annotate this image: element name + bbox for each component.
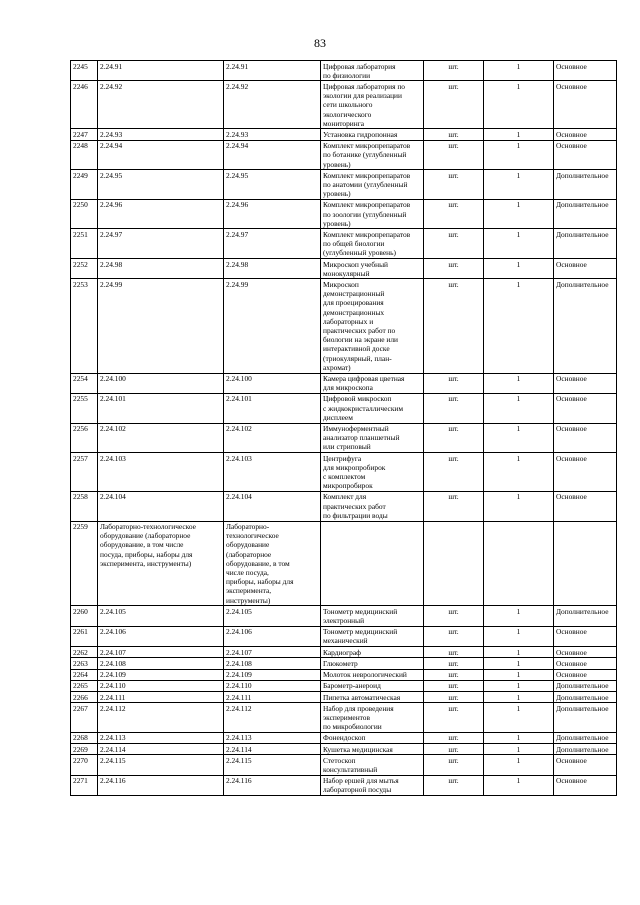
table-row [71,140,617,170]
unit-cell: шт. [424,669,484,680]
quantity-cell: 1 [484,703,554,733]
unit-cell: шт. [424,129,484,140]
item-name-cell: Кушетка медицинская [321,744,424,755]
item-name-cell: Иммуноферментный анализатор планшетный или стриповый [321,423,424,453]
code-cell: 2.24.109 [98,669,224,680]
table-row [71,775,617,795]
code-cell: 2.24.99 [98,279,224,373]
item-name-cell: Комплект для практических работ по фильтрации воды [321,491,424,521]
table-row [71,279,617,373]
code-duplicate-cell: 2.24.94 [224,140,321,170]
quantity-cell: 1 [484,373,554,393]
code-cell: 2.24.100 [98,373,224,393]
table-row [71,453,617,492]
category-cell: Основное [554,61,617,81]
table-row [71,61,617,81]
code-duplicate-cell: 2.24.108 [224,658,321,669]
code-duplicate-cell: 2.24.93 [224,129,321,140]
unit-cell: шт. [424,199,484,229]
table-row [71,259,617,279]
category-cell: Дополнительное [554,170,617,200]
row-number-cell: 2254 [71,373,98,393]
unit-cell: шт. [424,692,484,703]
code-cell: Лабораторно-технологическое оборудование (лабораторное оборудование, в том числе посуда, приборы, наборы для эксперимента, инструменты) [98,521,224,606]
item-name-cell: Тонометр медицинский электронный [321,606,424,626]
table-row [71,373,617,393]
code-cell: 2.24.98 [98,259,224,279]
row-number-cell: 2246 [71,81,98,129]
table-row [71,703,617,733]
code-cell: 2.24.92 [98,81,224,129]
item-name-cell: Пипетка автоматическая [321,692,424,703]
code-duplicate-cell: 2.24.91 [224,61,321,81]
item-name-cell: Молоток неврологический [321,669,424,680]
code-cell: 2.24.104 [98,491,224,521]
unit-cell: шт. [424,491,484,521]
quantity-cell: 1 [484,669,554,680]
table-row [71,81,617,129]
code-duplicate-cell: 2.24.109 [224,669,321,680]
table-row [71,680,617,691]
quantity-cell: 1 [484,170,554,200]
item-name-cell [321,521,424,606]
code-duplicate-cell: 2.24.113 [224,732,321,743]
row-number-cell: 2252 [71,259,98,279]
item-name-cell: Цифровая лаборатория по экологии для реализации сети школьного экологического мониторинга [321,81,424,129]
category-cell: Основное [554,658,617,669]
code-duplicate-cell: 2.24.92 [224,81,321,129]
item-name-cell: Барометр-анероид [321,680,424,691]
unit-cell: шт. [424,606,484,626]
code-cell: 2.24.95 [98,170,224,200]
category-cell: Основное [554,491,617,521]
table-row [71,658,617,669]
row-number-cell: 2250 [71,199,98,229]
row-number-cell: 2260 [71,606,98,626]
item-name-cell: Набор для проведения экспериментов по микробиологии [321,703,424,733]
code-cell: 2.24.111 [98,692,224,703]
code-duplicate-cell: 2.24.110 [224,680,321,691]
table-row [71,199,617,229]
category-cell: Дополнительное [554,199,617,229]
code-duplicate-cell: 2.24.114 [224,744,321,755]
item-name-cell: Цифровой микроскоп с жидкокристаллическим дисплеем [321,393,424,423]
code-duplicate-cell: Лабораторно- технологическое оборудование (лабораторное оборудование, в том числе посуда, приборы, наборы для эксперимента, инструменты) [224,521,321,606]
code-cell: 2.24.108 [98,658,224,669]
code-duplicate-cell: 2.24.104 [224,491,321,521]
table-row [71,229,617,259]
code-cell: 2.24.115 [98,755,224,775]
code-duplicate-cell: 2.24.100 [224,373,321,393]
item-name-cell: Микроскоп демонстрационный для проецирования демонстрационных лабораторных и практических работ по биологии на экране или интерактивной доске (триокулярный, план- ахромат) [321,279,424,373]
code-duplicate-cell: 2.24.102 [224,423,321,453]
row-number-cell: 2265 [71,680,98,691]
quantity-cell: 1 [484,199,554,229]
category-cell: Основное [554,453,617,492]
category-cell: Основное [554,373,617,393]
unit-cell: шт. [424,81,484,129]
code-cell: 2.24.94 [98,140,224,170]
item-name-cell: Кардиограф [321,647,424,658]
quantity-cell: 1 [484,658,554,669]
quantity-cell: 1 [484,259,554,279]
code-cell: 2.24.93 [98,129,224,140]
code-cell: 2.24.103 [98,453,224,492]
unit-cell: шт. [424,229,484,259]
category-cell: Основное [554,775,617,795]
category-cell: Основное [554,647,617,658]
table-row [71,755,617,775]
code-duplicate-cell: 2.24.95 [224,170,321,200]
item-name-cell: Тонометр медицинский механический [321,626,424,646]
unit-cell: шт. [424,658,484,669]
quantity-cell: 1 [484,732,554,743]
code-duplicate-cell: 2.24.106 [224,626,321,646]
quantity-cell: 1 [484,755,554,775]
row-number-cell: 2259 [71,521,98,606]
unit-cell [424,521,484,606]
quantity-cell: 1 [484,775,554,795]
table-row [71,606,617,626]
row-number-cell: 2245 [71,61,98,81]
table-row [71,692,617,703]
code-cell: 2.24.101 [98,393,224,423]
row-number-cell: 2255 [71,393,98,423]
code-duplicate-cell: 2.24.99 [224,279,321,373]
row-number-cell: 2258 [71,491,98,521]
quantity-cell: 1 [484,129,554,140]
row-number-cell: 2268 [71,732,98,743]
category-cell: Дополнительное [554,229,617,259]
category-cell: Основное [554,259,617,279]
category-cell: Основное [554,393,617,423]
unit-cell: шт. [424,680,484,691]
code-cell: 2.24.105 [98,606,224,626]
unit-cell: шт. [424,170,484,200]
category-cell: Дополнительное [554,606,617,626]
category-cell: Основное [554,129,617,140]
quantity-cell: 1 [484,626,554,646]
unit-cell: шт. [424,647,484,658]
quantity-cell [484,521,554,606]
code-duplicate-cell: 2.24.116 [224,775,321,795]
item-name-cell: Установка гидропонная [321,129,424,140]
item-name-cell: Фонендоскоп [321,732,424,743]
code-duplicate-cell: 2.24.115 [224,755,321,775]
row-number-cell: 2253 [71,279,98,373]
unit-cell: шт. [424,453,484,492]
unit-cell: шт. [424,775,484,795]
code-cell: 2.24.97 [98,229,224,259]
code-duplicate-cell: 2.24.103 [224,453,321,492]
code-duplicate-cell: 2.24.101 [224,393,321,423]
item-name-cell: Стетоскоп консультативный [321,755,424,775]
table-row [71,129,617,140]
row-number-cell: 2261 [71,626,98,646]
code-cell: 2.24.107 [98,647,224,658]
category-cell: Основное [554,669,617,680]
row-number-cell: 2257 [71,453,98,492]
code-cell: 2.24.113 [98,732,224,743]
item-name-cell: Комплект микропрепаратов по ботанике (углубленный уровень) [321,140,424,170]
category-cell [554,521,617,606]
unit-cell: шт. [424,423,484,453]
category-cell: Основное [554,423,617,453]
item-name-cell: Глюкометр [321,658,424,669]
item-name-cell: Центрифуга для микропробирок с комплектом микропробирок [321,453,424,492]
row-number-cell: 2267 [71,703,98,733]
category-cell: Дополнительное [554,703,617,733]
quantity-cell: 1 [484,140,554,170]
code-duplicate-cell: 2.24.97 [224,229,321,259]
unit-cell: шт. [424,755,484,775]
table-row [71,669,617,680]
code-duplicate-cell: 2.24.111 [224,692,321,703]
quantity-cell: 1 [484,81,554,129]
row-number-cell: 2269 [71,744,98,755]
row-number-cell: 2263 [71,658,98,669]
table-row [71,423,617,453]
item-name-cell: Микроскоп учебный монокулярный [321,259,424,279]
code-cell: 2.24.106 [98,626,224,646]
quantity-cell: 1 [484,680,554,691]
table-row [71,521,617,606]
table-row [71,744,617,755]
row-number-cell: 2266 [71,692,98,703]
row-number-cell: 2249 [71,170,98,200]
category-cell: Дополнительное [554,680,617,691]
code-duplicate-cell: 2.24.96 [224,199,321,229]
equipment-table [70,60,617,796]
table-body [71,61,617,796]
category-cell: Дополнительное [554,279,617,373]
quantity-cell: 1 [484,279,554,373]
category-cell: Основное [554,755,617,775]
category-cell: Дополнительное [554,744,617,755]
unit-cell: шт. [424,61,484,81]
item-name-cell: Камера цифровая цветная для микроскопа [321,373,424,393]
code-cell: 2.24.116 [98,775,224,795]
quantity-cell: 1 [484,453,554,492]
quantity-cell: 1 [484,61,554,81]
code-cell: 2.24.91 [98,61,224,81]
unit-cell: шт. [424,373,484,393]
unit-cell: шт. [424,626,484,646]
quantity-cell: 1 [484,647,554,658]
code-duplicate-cell: 2.24.112 [224,703,321,733]
item-name-cell: Цифровая лаборатория по физиологии [321,61,424,81]
table-row [71,170,617,200]
code-cell: 2.24.96 [98,199,224,229]
category-cell: Основное [554,81,617,129]
table-row [71,491,617,521]
item-name-cell: Комплект микропрепаратов по зоологии (углубленный уровень) [321,199,424,229]
code-cell: 2.24.114 [98,744,224,755]
category-cell: Дополнительное [554,732,617,743]
quantity-cell: 1 [484,692,554,703]
unit-cell: шт. [424,140,484,170]
row-number-cell: 2251 [71,229,98,259]
table-row [71,647,617,658]
quantity-cell: 1 [484,744,554,755]
row-number-cell: 2247 [71,129,98,140]
code-cell: 2.24.110 [98,680,224,691]
row-number-cell: 2248 [71,140,98,170]
unit-cell: шт. [424,279,484,373]
category-cell: Основное [554,140,617,170]
item-name-cell: Комплект микропрепаратов по анатомии (углубленный уровень) [321,170,424,200]
quantity-cell: 1 [484,606,554,626]
quantity-cell: 1 [484,229,554,259]
table-row [71,393,617,423]
row-number-cell: 2256 [71,423,98,453]
code-cell: 2.24.112 [98,703,224,733]
category-cell: Дополнительное [554,692,617,703]
unit-cell: шт. [424,744,484,755]
row-number-cell: 2264 [71,669,98,680]
item-name-cell: Комплект микропрепаратов по общей биологии (углубленный уровень) [321,229,424,259]
table-row [71,732,617,743]
code-cell: 2.24.102 [98,423,224,453]
page-number: 83 [314,36,326,50]
quantity-cell: 1 [484,423,554,453]
quantity-cell: 1 [484,491,554,521]
item-name-cell: Набор ершей для мытья лабораторной посуды [321,775,424,795]
code-duplicate-cell: 2.24.107 [224,647,321,658]
unit-cell: шт. [424,393,484,423]
table-row [71,626,617,646]
code-duplicate-cell: 2.24.98 [224,259,321,279]
unit-cell: шт. [424,732,484,743]
category-cell: Основное [554,626,617,646]
unit-cell: шт. [424,259,484,279]
code-duplicate-cell: 2.24.105 [224,606,321,626]
row-number-cell: 2270 [71,755,98,775]
unit-cell: шт. [424,703,484,733]
row-number-cell: 2271 [71,775,98,795]
row-number-cell: 2262 [71,647,98,658]
quantity-cell: 1 [484,393,554,423]
